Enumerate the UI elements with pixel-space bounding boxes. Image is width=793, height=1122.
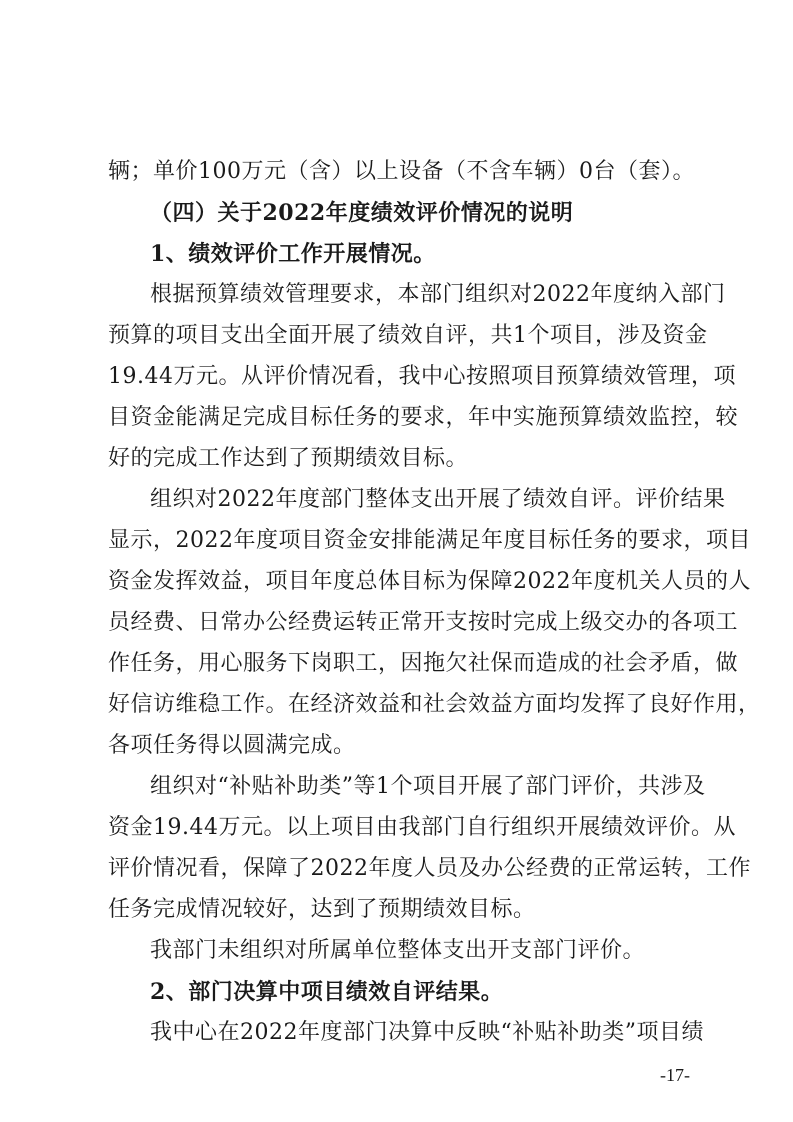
paragraph-line: 员经费、日常办公经费运转正常开支按时完成上级交办的各项工 xyxy=(108,610,739,635)
paragraph-line: 显示，2022年度项目资金安排能满足年度目标任务的要求，项目 xyxy=(108,528,751,553)
paragraph-line: 组织对“补贴补助类”等1个项目开展了部门评价，共涉及 xyxy=(150,774,706,799)
paragraph-line: 根据预算绩效管理要求，本部门组织对2022年度纳入部门 xyxy=(150,282,726,307)
paragraph-line: 目资金能满足完成目标任务的要求，年中实施预算绩效监控，较 xyxy=(108,405,739,430)
subsection-heading: 2、部门决算中项目绩效自评结果。 xyxy=(150,979,504,1005)
paragraph-line: 评价情况看，保障了2022年度人员及办公经费的正常运转，工作 xyxy=(108,856,751,881)
paragraph-line: 组织对2022年度部门整体支出开展了绩效自评。评价结果 xyxy=(150,487,726,512)
paragraph-line: 好信访维稳工作。在经济效益和社会效益方面均发挥了良好作用， xyxy=(108,692,761,717)
paragraph-line: 资金发挥效益，项目年度总体目标为保障2022年度机关人员的人 xyxy=(108,569,751,594)
paragraph-line: 19.44万元。从评价情况看，我中心按照项目预算绩效管理，项 xyxy=(108,364,736,389)
paragraph-line: 好的完成工作达到了预期绩效目标。 xyxy=(108,446,469,471)
paragraph-line: 各项任务得以圆满完成。 xyxy=(108,733,356,758)
paragraph-line: 我中心在2022年度部门决算中反映“补贴补助类”项目绩 xyxy=(150,1020,704,1045)
paragraph-line: 预算的项目支出全面开展了绩效自评，共1个项目，涉及资金 xyxy=(108,323,708,348)
page-number: -17- xyxy=(660,1065,690,1085)
section-heading: （四）关于2022年度绩效评价情况的说明 xyxy=(150,200,574,226)
paragraph-line: 作任务，用心服务下岗职工，因拖欠社保而造成的社会矛盾，做 xyxy=(108,651,739,676)
paragraph-line: 我部门未组织对所属单位整体支出开支部门评价。 xyxy=(150,938,646,963)
paragraph-line: 任务完成情况较好，达到了预期绩效目标。 xyxy=(108,897,536,922)
paragraph-line: 资金19.44万元。以上项目由我部门自行组织开展绩效评价。从 xyxy=(108,815,736,840)
subsection-heading: 1、绩效评价工作开展情况。 xyxy=(150,241,436,267)
paragraph-line: 辆；单价100万元（含）以上设备（不含车辆）0台（套）。 xyxy=(108,159,695,184)
